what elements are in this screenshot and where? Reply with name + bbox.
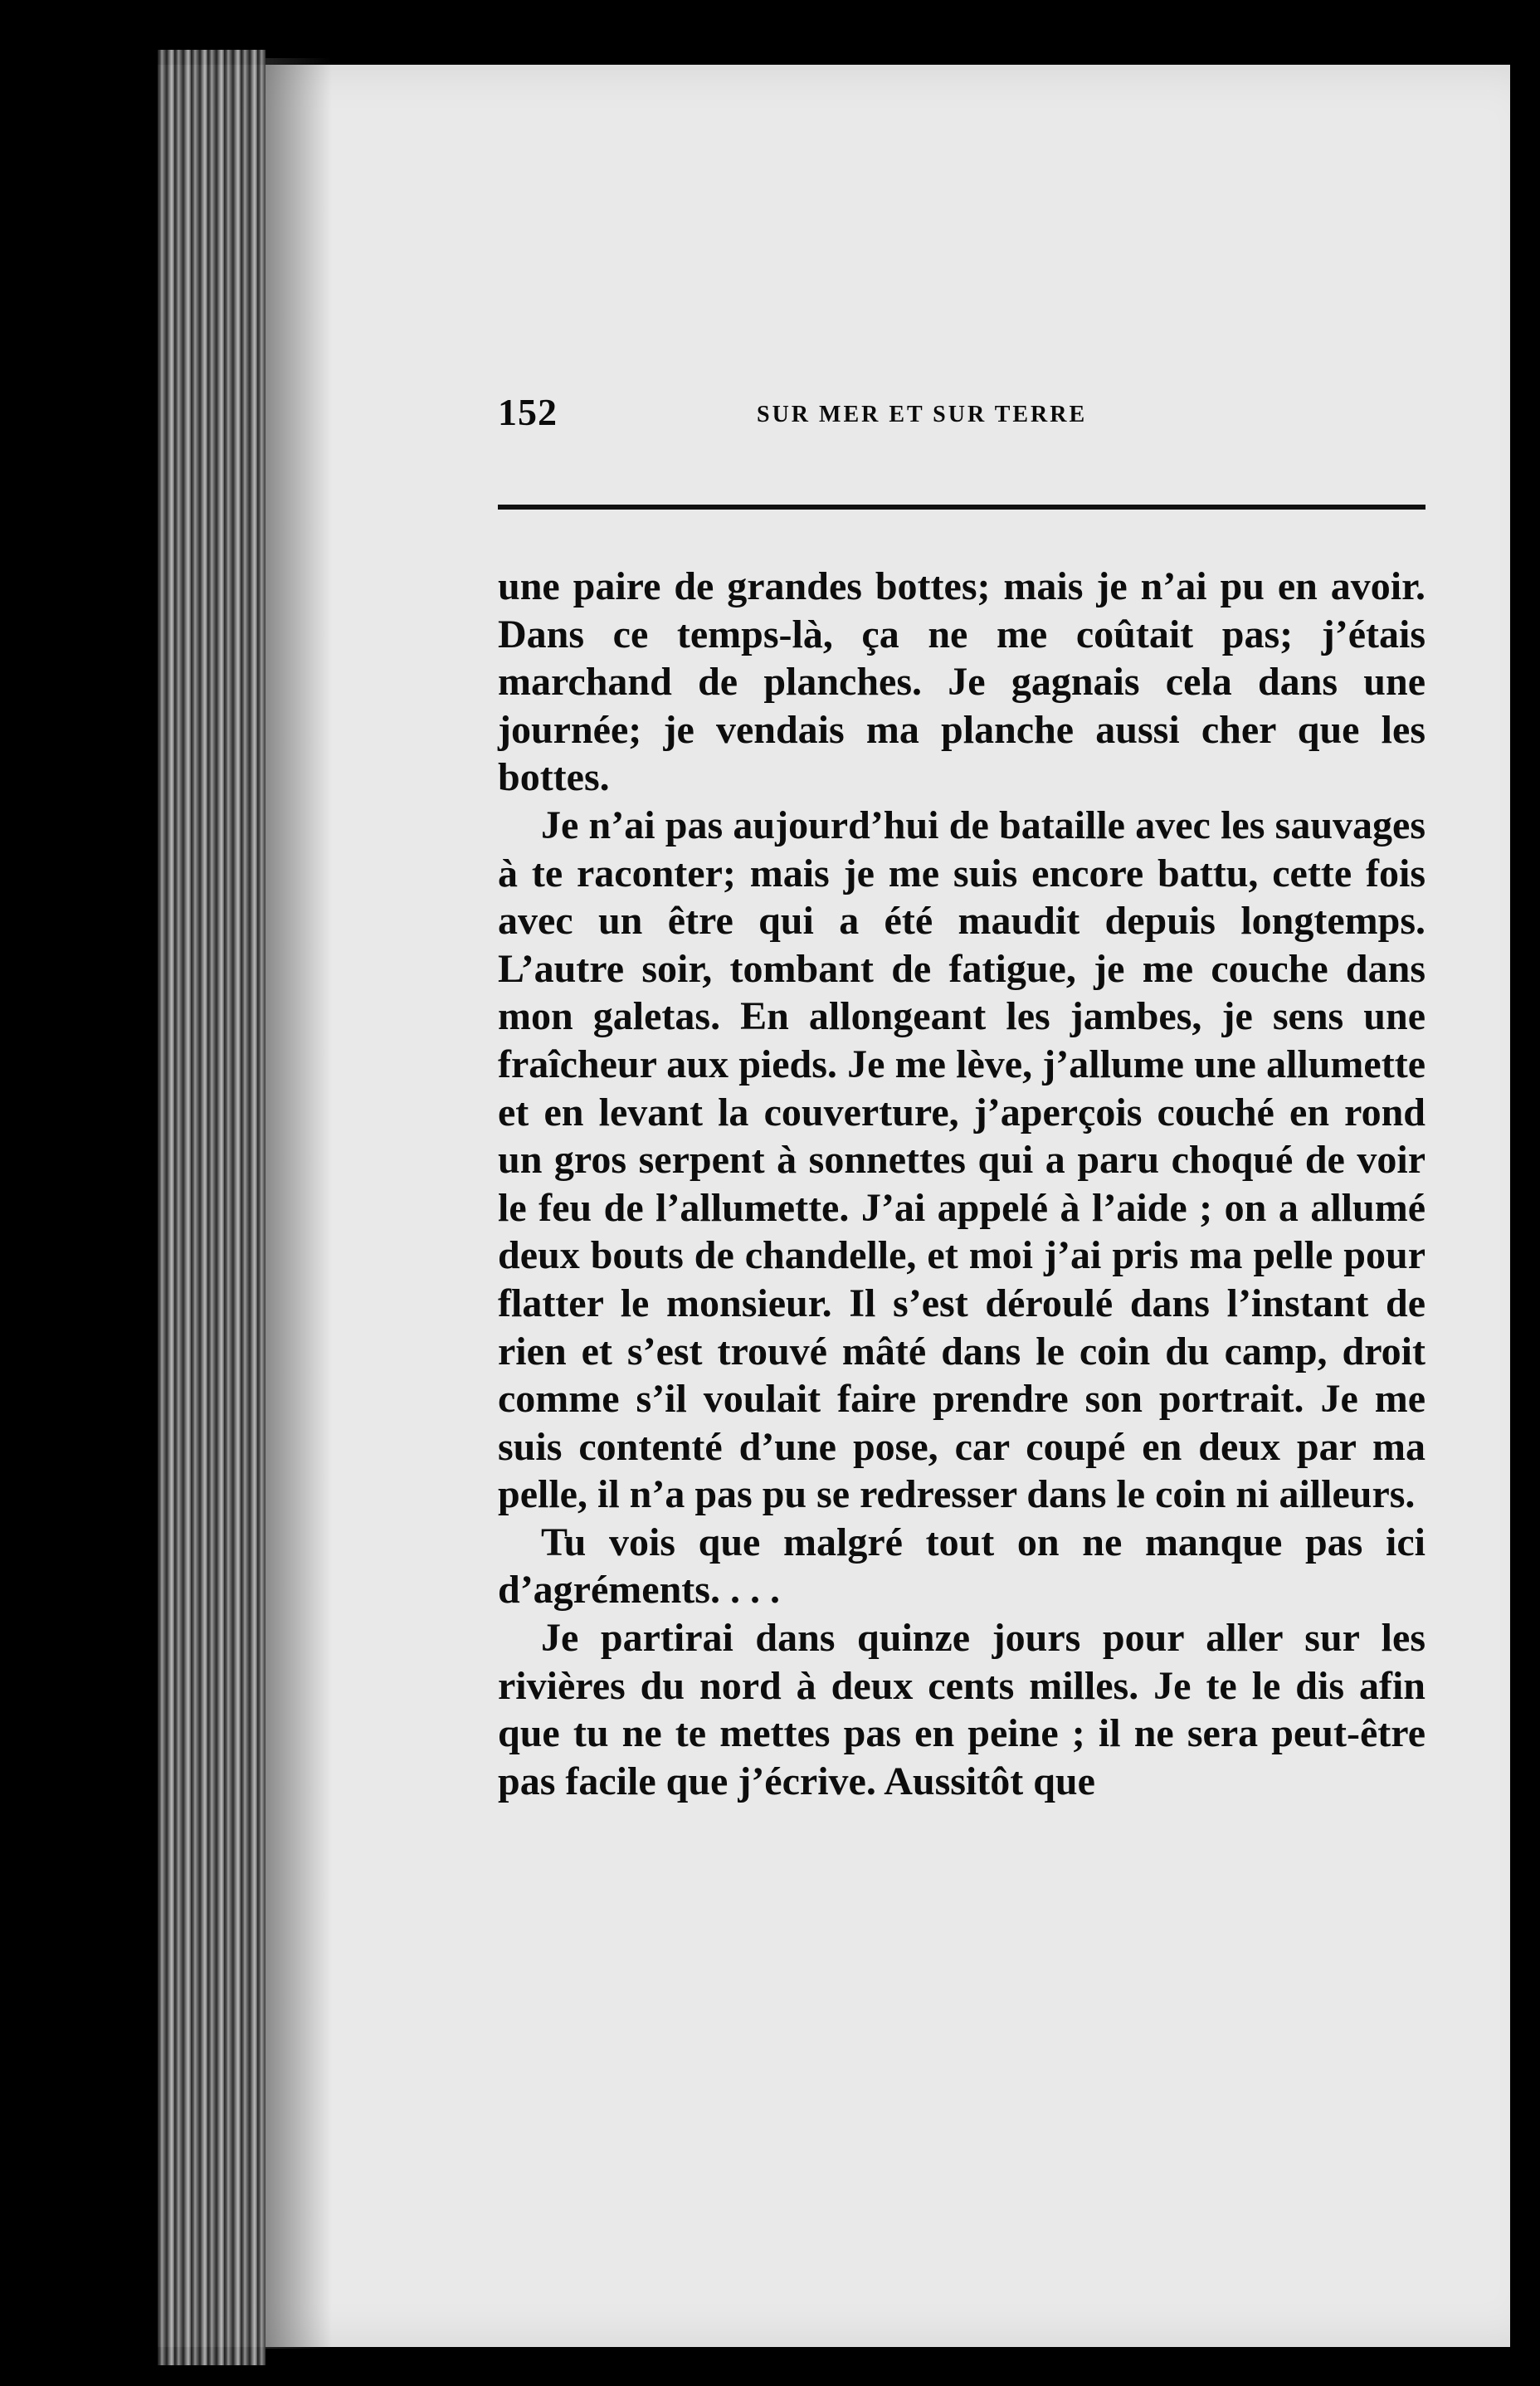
paragraph-agrements: Tu vois que malgré tout on ne manque pas ici d’agréments. . . . [498, 1520, 1425, 1613]
running-title: SUR MER ET SUR TERRE [757, 402, 1088, 427]
book-binding-edge [158, 50, 266, 2365]
header-rule [498, 505, 1425, 510]
body-text [498, 563, 1425, 1805]
page-number: 152 [498, 391, 558, 433]
gutter-shadow [266, 58, 332, 2349]
paragraph-continued: une paire de grandes bottes; mais je n’ai pu en avoir. Dans ce temps-là, ça ne me coûtait pas; j’étais marchand de planches. Je gagnais cela dans une journée; je vendais ma planche aussi cher que les bottes. [498, 564, 1425, 800]
running-head [498, 390, 1427, 440]
paragraph-serpent: Je n’ai pas aujourd’hui de bataille avec les sauvages à te raconter; mais je me suis encore battu, cette fois avec un être qui a été maudit depuis longtemps. L’autre soir, tombant de fatigue, je me couche dans mon galetas. En allongeant les jambes, je sens une fraîcheur aux pieds. Je me lève, j’allume une allumette et en levant la couverture, j’aperçois couché en rond un gros serpent à sonnettes qui a paru choqué de voir le feu de l’allumette. J’ai appelé à l’aide ; on a allumé deux bouts de chandelle, et moi j’ai pris ma pelle pour flatter le monsieur. Il s’est déroulé dans l’instant de rien et s’est trouvé mâté dans le coin du camp, droit comme s’il voulait faire prendre son portrait. Je me suis contenté d’une pose, car coupé en deux par ma pelle, il n’a pas pu se redresser dans le coin ni ailleurs. [498, 803, 1425, 1517]
paragraph-departure: Je partirai dans quinze jours pour aller sur les rivières du nord à deux cents milles. Je te le dis afin que tu ne te mettes pas en peine ; il ne sera peut-être pas facile que j’écrive. Aussitôt que [498, 1616, 1425, 1803]
